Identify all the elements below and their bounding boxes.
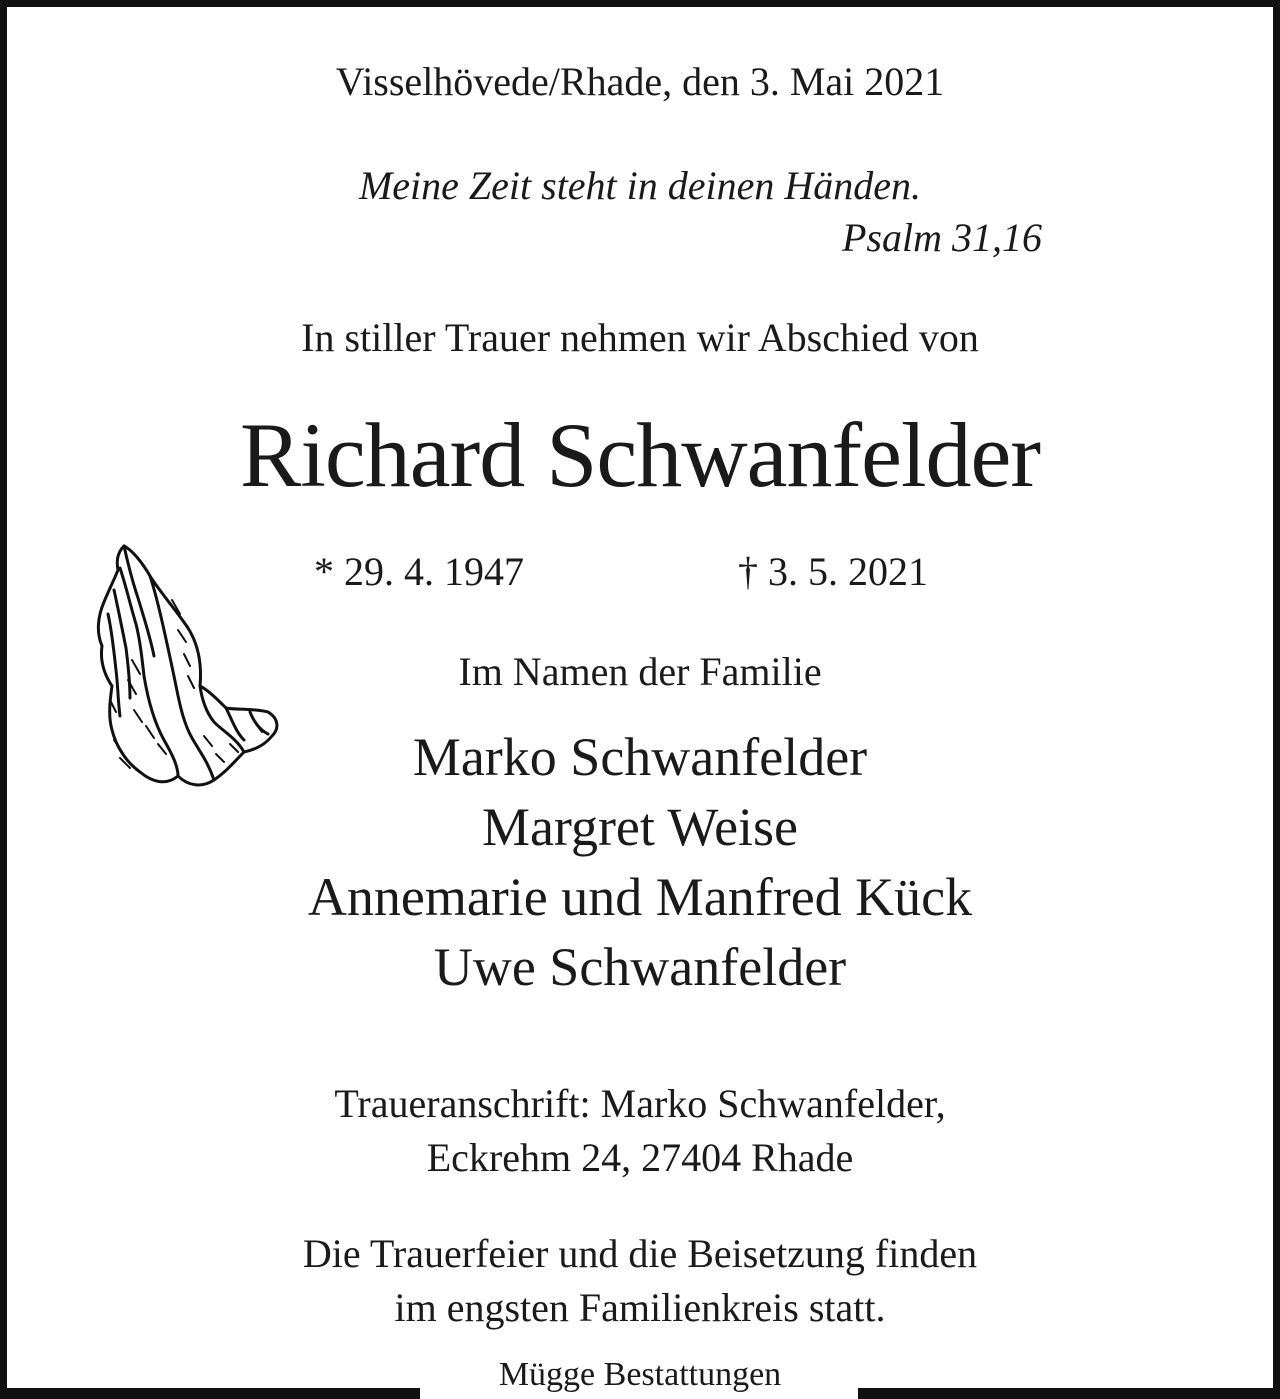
mourner-name: Marko Schwanfelder (412, 727, 868, 787)
bible-quote-reference: Psalm 31,16 (842, 215, 1042, 260)
death-date: † 3. 5. 2021 (738, 549, 928, 594)
frame-border-right (1273, 0, 1280, 1399)
family-intro: Im Namen der Familie (458, 649, 822, 694)
intro-text: In stiller Trauer nehmen wir Abschied von (301, 315, 979, 360)
birth-date: * 29. 4. 1947 (314, 549, 524, 594)
mourner-name: Annemarie und Manfred Kück (307, 867, 973, 927)
mourner-name: Uwe Schwanfelder (433, 937, 847, 997)
bible-quote: Meine Zeit steht in deinen Händen. (358, 163, 922, 208)
ceremony-note-line1: Die Trauerfeier und die Beisetzung finden (302, 1231, 978, 1276)
undertaker-name: Mügge Bestattungen (498, 1356, 782, 1393)
mourning-address-line2: Eckrehm 24, 27404 Rhade (426, 1135, 854, 1180)
mourner-name: Margret Weise (481, 797, 799, 857)
frame-border-left (0, 0, 7, 1399)
mourning-address-line1: Traueranschrift: Marko Schwanfelder, (334, 1081, 946, 1126)
frame-border-top (0, 0, 1280, 7)
place-date: Visselhövede/Rhade, den 3. Mai 2021 (335, 59, 945, 104)
ceremony-note-line2: im engsten Familienkreis statt. (394, 1285, 886, 1330)
deceased-name: Richard Schwanfelder (239, 404, 1040, 506)
